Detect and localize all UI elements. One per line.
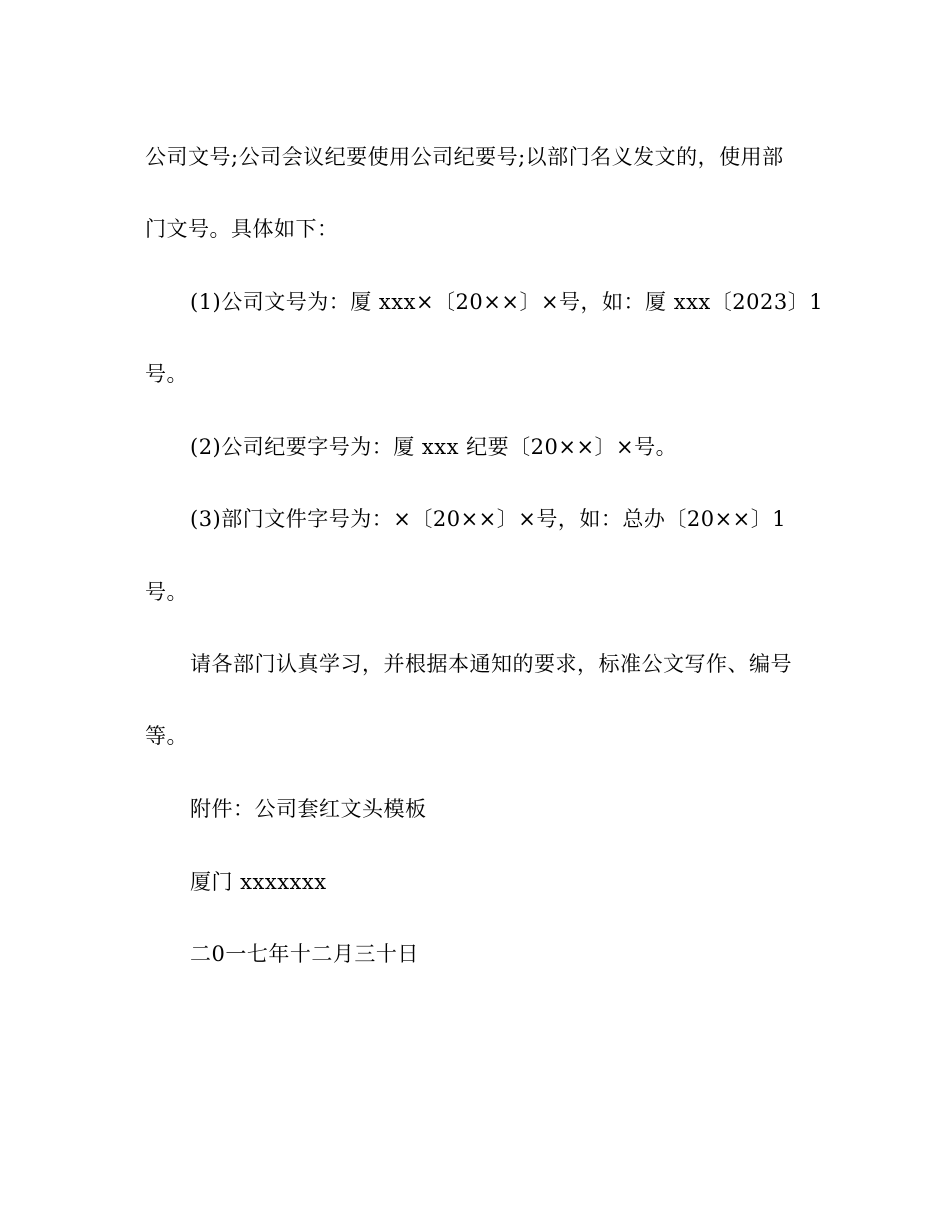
closing-paragraph: 请各部门认真学习，并根据本通知的要求，标准公文写作、编号 bbox=[190, 652, 792, 676]
list-item-1-cont: 号。 bbox=[145, 362, 188, 386]
issue-date: 二0一七年十二月三十日 bbox=[190, 942, 419, 966]
body-text-line: 门文号。具体如下： bbox=[145, 217, 339, 241]
body-text-line: 公司文号;公司会议纪要使用公司纪要号;以部门名义发文的，使用部 bbox=[145, 145, 784, 169]
list-item-2: (2)公司纪要字号为：厦 xxx 纪要〔20××〕×号。 bbox=[190, 435, 678, 459]
list-item-3-cont: 号。 bbox=[145, 580, 188, 604]
list-item-1: (1)公司文号为：厦 xxx×〔20××〕×号，如：厦 xxx〔2023〕1 bbox=[190, 290, 824, 314]
attachment-note: 附件：公司套红文头模板 bbox=[190, 797, 427, 821]
list-item-3: (3)部门文件字号为：×〔20××〕×号，如：总办〔20××〕1 bbox=[190, 507, 787, 531]
issuer-name: 厦门 xxxxxxx bbox=[190, 870, 327, 894]
closing-paragraph-cont: 等。 bbox=[145, 724, 188, 748]
